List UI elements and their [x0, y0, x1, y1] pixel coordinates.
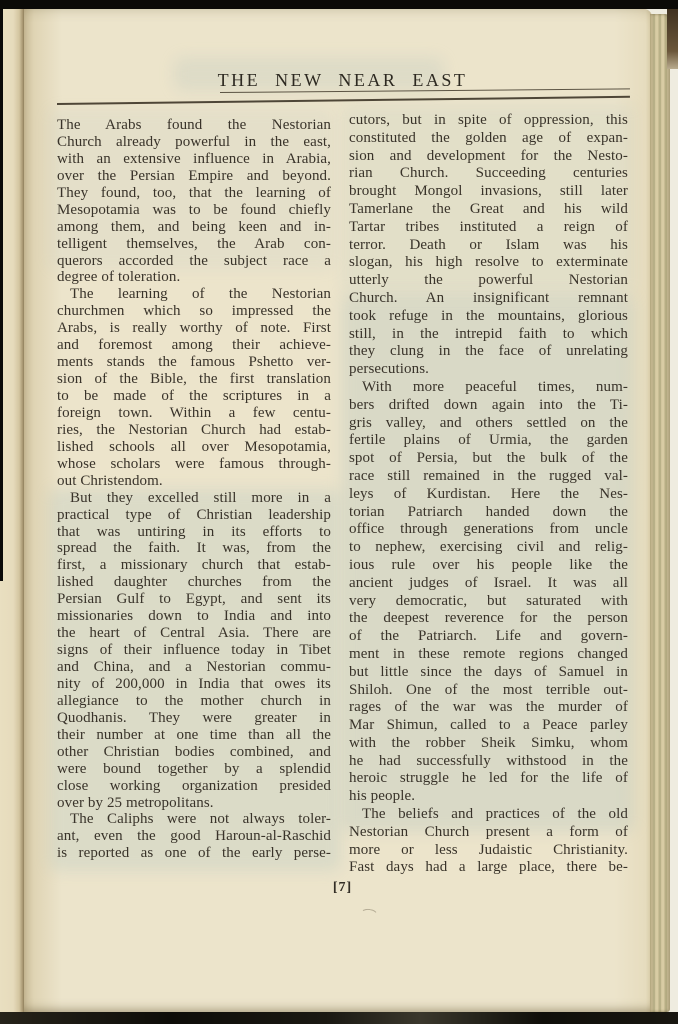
text-line: but little since the days of Samuel in [349, 663, 628, 680]
text-line: spot of Persia, but the bulk of the [349, 450, 628, 467]
text-line: with the robber Sheik Simku, whom [349, 734, 628, 751]
text-line: leys of Kurdistan. Here the Nes- [349, 485, 628, 502]
text-line: ries, the Nestorian Church had estab- [57, 421, 331, 438]
text-line: signs of their influence today in Tibet [57, 642, 331, 659]
book-fore-edge-pages [650, 14, 670, 1012]
text-line: with an extensive influence in Arabia, [57, 150, 331, 167]
paragraph [57, 490, 331, 812]
text-column-left [57, 117, 331, 862]
text-line: over the Persian Empire and beyond. [57, 167, 331, 184]
book-page [24, 9, 652, 1012]
text-line: were bound together by a splendid [57, 760, 331, 777]
text-line: ments stands the famous Pshetto ver- [57, 354, 331, 371]
text-line: to be made of the scriptures in a [57, 388, 331, 404]
text-line: Arabs, is really worthy of note. First [57, 320, 331, 337]
text-line: foreign town. Within a few centu- [57, 404, 331, 421]
text-line: lished daughter churches from the [57, 574, 331, 591]
paragraph [57, 811, 331, 862]
text-line: Fast days had a large place, there be- [349, 859, 628, 876]
text-line: heroic struggle he led for the life of [349, 770, 628, 787]
text-line: race still remained in the rugged val- [349, 467, 628, 484]
text-line: Mar Shimun, called to a Peace parley [349, 717, 628, 734]
paragraph [349, 379, 628, 806]
stray-mark [359, 908, 378, 922]
text-line: the heart of Central Asia. There are [57, 625, 331, 642]
text-line: practical type of Christian leadership [57, 506, 331, 523]
text-line: out Christendom. [57, 472, 163, 489]
paragraph [349, 112, 628, 379]
text-line: torian Patriarch handed down the [349, 503, 628, 520]
text-line: Church. An insignificant remnant [349, 289, 628, 306]
text-line: With more peaceful times, num- [362, 378, 628, 395]
text-line: The Arabs found the Nestorian [57, 117, 331, 133]
text-line: rages of the war was the murder of [349, 699, 628, 716]
text-line: slogan, his high resolve to exterminate [349, 254, 628, 271]
text-line: Nestorian Church present a form of [349, 823, 628, 840]
text-line: sion and development for the Nesto- [349, 147, 628, 164]
text-line: among them, and being keen and in- [57, 218, 331, 235]
text-line: is reported as one of the early perse- [57, 845, 331, 862]
text-line: very democratic, but saturated with [349, 592, 628, 609]
text-line: degree of toleration. [57, 269, 181, 286]
text-line: sion of the Bible, the first translation [57, 371, 331, 388]
text-line: lished schools all over Mesopotamia, [57, 438, 331, 455]
text-line: They found, too, that the learning of [57, 184, 331, 201]
text-line: gris valley, and others settled on the [349, 414, 628, 431]
text-line: constituted the golden age of expan- [349, 129, 628, 146]
book-cover-corner [667, 9, 678, 69]
text-line: office through generations from uncle [349, 521, 628, 538]
text-line: utterly the powerful Nestorian [349, 272, 628, 289]
text-line: whose scholars were famous through- [57, 455, 331, 472]
text-line: allegiance to the mother church in [57, 692, 331, 709]
text-line: churchmen which so impressed the [57, 303, 331, 320]
text-line: cutors, but in spite of oppression, this [349, 112, 628, 128]
text-line: missionaries down to India and into [57, 608, 331, 625]
photo-bottom-edge [0, 1012, 678, 1024]
page-number: [7] [332, 880, 353, 895]
text-line: still, in the intrepid faith to which [349, 325, 628, 342]
text-line: and foremost among their achieve- [57, 337, 331, 354]
text-line: Persian Gulf to Egypt, and sent its [57, 591, 331, 608]
text-line: telligent themselves, the Arab con- [57, 235, 331, 252]
text-line: Church already powerful in the east, [57, 133, 331, 150]
gutter-facing-page-edge [0, 9, 24, 1012]
text-line: that was untiring in its efforts to [57, 523, 331, 540]
text-line: brought Mongol invasions, still later [349, 183, 628, 200]
text-line: Mesopotamia was to be found chiefly [57, 201, 331, 218]
photo-top-edge [0, 0, 678, 9]
text-line: to nephew, exercising civil and relig- [349, 539, 628, 556]
text-line: they clung in the face of unrelating [349, 343, 628, 360]
text-line: Quodhanis. They were greater in [57, 709, 331, 726]
text-line: persecutions. [349, 361, 430, 378]
text-line: of the Patriarch. Life and govern- [349, 628, 628, 645]
paragraph [349, 806, 628, 877]
text-line: Shiloh. One of the most terrible out- [349, 681, 628, 698]
text-line: ancient judges of Israel. It was all [349, 574, 628, 591]
text-line: Tartar tribes instituted a reign of [349, 218, 628, 235]
text-line: he had successfully withstood in the [349, 752, 628, 769]
text-line: The Caliphs were not always toler- [70, 811, 331, 828]
text-line: bers drifted down again into the Ti- [349, 396, 628, 413]
text-line: ant, even the good Haroun-al-Raschid [57, 828, 331, 845]
photo-left-dark-edge [0, 9, 3, 581]
text-line: The beliefs and practices of the old [362, 806, 628, 823]
header-rule-thick [57, 96, 630, 105]
text-line: first, a missionary church that estab- [57, 557, 331, 574]
text-line: close working organization presided [57, 777, 331, 794]
text-line: querors accorded the subject race a [57, 252, 331, 269]
text-line: over by 25 metropolitans. [57, 794, 214, 811]
text-line: spread the faith. It was, from the [57, 540, 331, 557]
text-line: took refuge in the mountains, glorious [349, 307, 628, 324]
text-line: their number at one time than all the [57, 726, 331, 743]
text-line: ious rule over his people like the [349, 556, 628, 573]
text-line: Tamerlane the Great and his wild [349, 200, 628, 217]
text-line: other Christian bodies combined, and [57, 743, 331, 760]
text-line: his people. [349, 788, 416, 805]
text-line: nity of 200,000 in India that owes its [57, 675, 331, 692]
text-column-right [349, 112, 628, 877]
text-line: more or less Judaistic Christianity. [349, 841, 628, 858]
text-line: and China, and a Nestorian commu- [57, 659, 331, 675]
text-line: the deepest reverence for the person [349, 610, 628, 627]
paragraph [57, 286, 331, 489]
text-line: rian Church. Succeeding centuries [349, 165, 628, 182]
text-line: terror. Death or Islam was his [349, 236, 628, 253]
text-line: The learning of the Nestorian [70, 286, 331, 303]
paragraph [57, 117, 331, 286]
text-line: ment in these remote regions changed [349, 645, 628, 662]
running-head-title: THE NEW NEAR EAST [217, 70, 468, 90]
text-line: fertile plains of Urmia, the garden [349, 432, 628, 449]
text-line: But they excelled still more in a [70, 489, 331, 506]
